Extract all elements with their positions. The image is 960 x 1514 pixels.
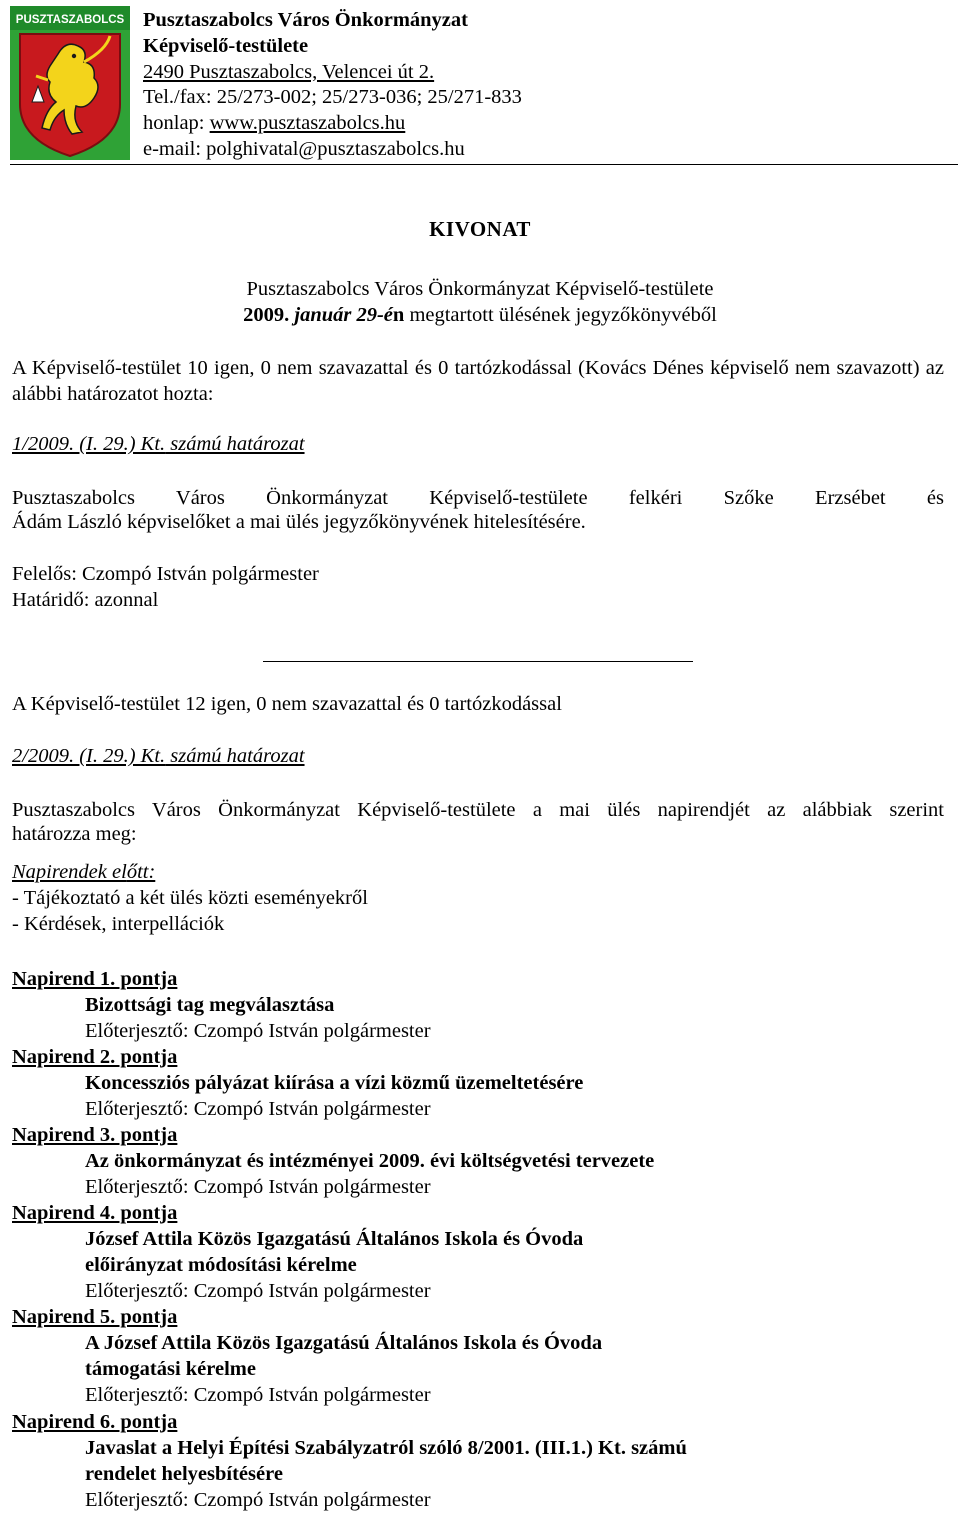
agenda-item-presenter: Előterjesztő: Czompó István polgármester xyxy=(85,1384,431,1406)
resolution-1-text-line-2: Ádám László képviselőket a mai ülés jegyzőkönyvének hitelesítésére. xyxy=(12,511,586,533)
agenda-item-5 xyxy=(12,1304,942,1408)
resolution-2-number: 2/2009. (I. 29.) Kt. számú határozat xyxy=(12,745,305,767)
website-line xyxy=(143,111,522,137)
pre-agenda-item: - Tájékoztató a két ülés közti eseményekről xyxy=(12,887,368,909)
subtitle-line-1: Pusztaszabolcs Város Önkormányzat Képviselő-testülete xyxy=(246,278,714,300)
header-divider xyxy=(10,164,958,165)
agenda-item-2 xyxy=(12,1044,942,1122)
agenda-item-4 xyxy=(12,1200,942,1304)
agenda-item-label: Napirend 4. pontja xyxy=(12,1202,178,1224)
agenda-item-label: Napirend 3. pontja xyxy=(12,1124,178,1146)
agenda-item-presenter: Előterjesztő: Czompó István polgármester xyxy=(85,1489,431,1511)
resolution-1-text-line-1: Pusztaszabolcs Város Önkormányzat Képviselő-testülete felkéri Szőke Erzsébet és xyxy=(12,487,944,509)
resolution-1-deadline: Határidő: azonnal xyxy=(12,589,159,611)
pre-agenda-item: - Kérdések, interpellációk xyxy=(12,913,225,935)
agenda-item-presenter: Előterjesztő: Czompó István polgármester xyxy=(85,1280,431,1302)
org-name: Pusztaszabolcs Város Önkormányzat xyxy=(143,9,468,31)
email: e-mail: polghivatal@pusztaszabolcs.hu xyxy=(143,137,465,160)
agenda-item-label: Napirend 5. pontja xyxy=(12,1306,178,1328)
agenda-item-3 xyxy=(12,1122,942,1200)
resolution-2-text-line-2: határozza meg: xyxy=(12,823,137,845)
agenda-item-label: Napirend 1. pontja xyxy=(12,968,178,990)
agenda-item-label: Napirend 6. pontja xyxy=(12,1411,178,1433)
agenda-item-title: József Attila Közös Igazgatású Általános Iskola és Óvoda xyxy=(85,1228,584,1250)
letterhead xyxy=(10,6,958,166)
agenda-item-label: Napirend 2. pontja xyxy=(12,1046,178,1068)
municipal-coat-of-arms-logo xyxy=(10,6,130,160)
agenda-item-title: támogatási kérelme xyxy=(85,1358,256,1380)
agenda-item-6 xyxy=(12,1409,942,1513)
agenda-item-presenter: Előterjesztő: Czompó István polgármester xyxy=(85,1098,431,1120)
document-subtitle xyxy=(0,276,960,328)
agenda-item-presenter: Előterjesztő: Czompó István polgármester xyxy=(85,1176,431,1198)
agenda-item-presenter: Előterjesztő: Czompó István polgármester xyxy=(85,1020,431,1042)
agenda-item-title: Javaslat a Helyi Építési Szabályzatról szóló 8/2001. (III.1.) Kt. számú xyxy=(85,1437,687,1459)
resolution-1-responsible: Felelős: Czompó István polgármester xyxy=(12,563,319,585)
logo-text: PUSZTASZABOLCS xyxy=(15,14,125,26)
subtitle-line-2: 2009. január 29-én megtartott ülésének jegyzőkönyvéből xyxy=(243,304,717,326)
resolution-2-text-line-1: Pusztaszabolcs Város Önkormányzat Képviselő-testülete a mai ülés napirendjét az alábbiak szerint xyxy=(12,799,944,821)
website-label: honlap: xyxy=(143,112,210,135)
website-link[interactable]: www.pusztaszabolcs.hu xyxy=(209,112,406,135)
phone: Tel./fax: 25/273-002; 25/273-036; 25/271-833 xyxy=(143,86,522,109)
section-separator xyxy=(263,661,693,662)
agenda-item-title: Koncessziós pályázat kiírása a vízi közmű üzemeltetésére xyxy=(85,1072,584,1094)
agenda-item-title: A József Attila Közös Igazgatású Általános Iskola és Óvoda xyxy=(85,1332,603,1354)
letterhead-text xyxy=(143,8,522,163)
agenda-item-title: Bizottsági tag megválasztása xyxy=(85,994,335,1016)
agenda-item-title: Az önkormányzat és intézményei 2009. évi költségvetési tervezete xyxy=(85,1150,655,1172)
vote-statement-1: A Képviselő-testület 10 igen, 0 nem szavazattal és 0 tartózkodással (Kovács Dénes képviselő nem szavazott) az alábbi határozatot hozta: xyxy=(12,357,944,405)
resolution-1-number: 1/2009. (I. 29.) Kt. számú határozat xyxy=(12,433,305,455)
pre-agenda-label: Napirendek előtt: xyxy=(12,861,156,883)
agenda-item-title: előirányzat módosítási kérelme xyxy=(85,1254,357,1276)
vote-statement-2: A Képviselő-testület 12 igen, 0 nem szavazattal és 0 tartózkodással xyxy=(12,693,562,715)
agenda-item-title: rendelet helyesbítésére xyxy=(85,1463,283,1485)
address: 2490 Pusztaszabolcs, Velencei út 2. xyxy=(143,60,435,83)
agenda-item-1 xyxy=(12,966,942,1044)
body-name: Képviselő-testülete xyxy=(143,34,309,57)
document-title: KIVONAT xyxy=(429,217,531,241)
